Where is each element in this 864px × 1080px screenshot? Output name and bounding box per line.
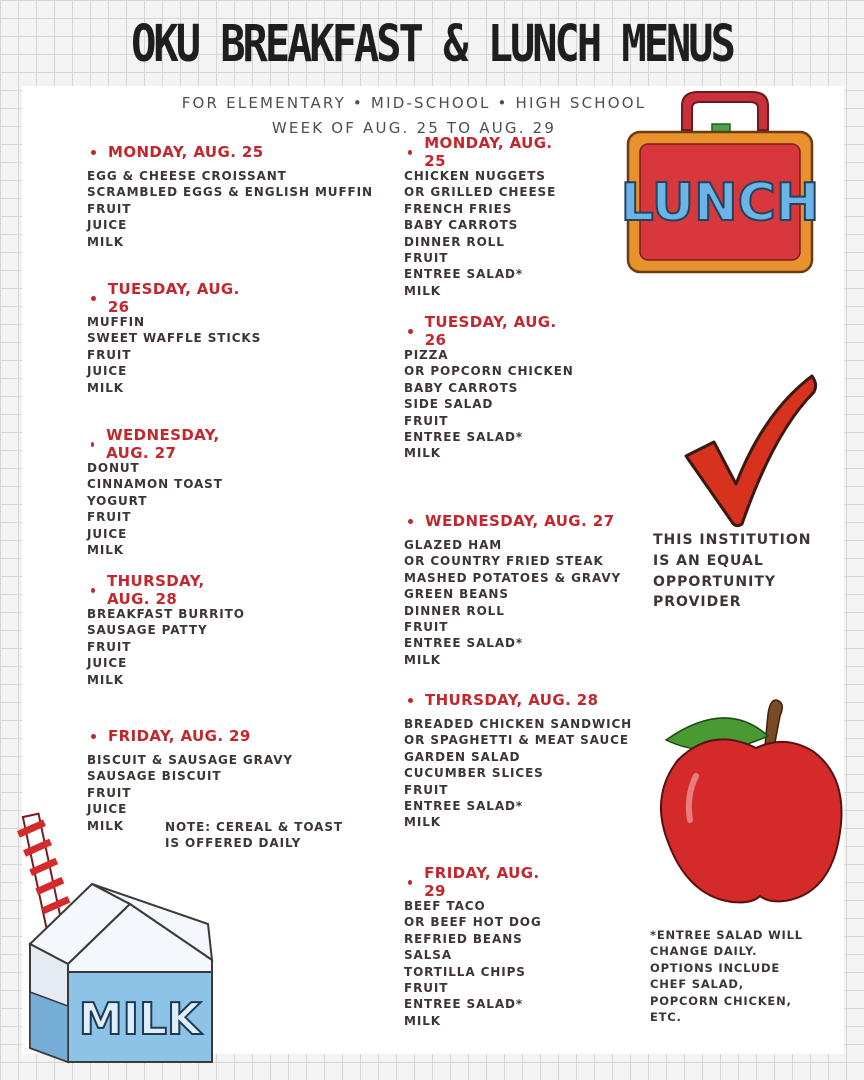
menu-item: CUCUMBER SLICES bbox=[404, 766, 544, 781]
menu-item: MILK bbox=[87, 380, 124, 395]
menu-item: CINNAMON TOAST bbox=[87, 477, 223, 492]
menu-item: MILK bbox=[404, 283, 441, 298]
milk-carton-icon bbox=[22, 812, 218, 1068]
menu-items bbox=[87, 168, 373, 250]
bullet-icon bbox=[408, 519, 413, 524]
menu-item: FRUIT bbox=[87, 639, 132, 654]
day-heading bbox=[404, 690, 632, 710]
menu-item: FRUIT bbox=[404, 782, 449, 797]
cereal-note: NOTE: CEREAL & TOAST IS OFFERED DAILY bbox=[165, 820, 343, 851]
menu-item: MILK bbox=[404, 1013, 441, 1028]
day-heading bbox=[87, 426, 223, 462]
lunch-day bbox=[404, 134, 557, 299]
menu-item: SALSA bbox=[404, 948, 453, 963]
bullet-icon bbox=[91, 150, 96, 155]
menu-item: JUICE bbox=[87, 526, 128, 541]
menu-item: OR BEEF HOT DOG bbox=[404, 915, 542, 930]
school-levels: FOR ELEMENTARY • MID-SCHOOL • HIGH SCHOOL bbox=[181, 94, 647, 112]
menu-items bbox=[87, 606, 245, 688]
bullet-icon bbox=[408, 880, 412, 885]
menu-item: MILK bbox=[87, 234, 124, 249]
menu-item: ENTREE SALAD* bbox=[404, 799, 524, 814]
lunch-day bbox=[404, 864, 542, 1029]
menu-item: BREADED CHICKEN SANDWICH bbox=[404, 717, 633, 731]
menu-item: BABY CARROTS bbox=[404, 218, 519, 233]
menu-item: FRUIT bbox=[404, 413, 449, 428]
menu-item: GLAZED HAM bbox=[404, 538, 503, 552]
day-label: WEDNESDAY, AUG. 27 bbox=[425, 512, 615, 530]
menu-item: BABY CARROTS bbox=[404, 380, 519, 395]
day-label: FRIDAY, AUG. 29 bbox=[108, 727, 251, 745]
day-label: TUESDAY, AUG. 26 bbox=[107, 280, 240, 316]
menu-item: OR GRILLED CHEESE bbox=[404, 185, 557, 200]
menu-item: FRUIT bbox=[87, 347, 132, 362]
menu-item: SCRAMBLED EGGS & ENGLISH MUFFIN bbox=[87, 185, 373, 200]
menu-item: JUICE bbox=[87, 802, 128, 817]
bullet-icon bbox=[91, 588, 95, 593]
menu-item: MASHED POTATOES & GRAVY bbox=[404, 570, 622, 585]
day-heading bbox=[404, 313, 574, 349]
menu-item: DINNER ROLL bbox=[404, 603, 505, 618]
menu-item: GREEN BEANS bbox=[404, 587, 509, 602]
day-label: FRIDAY, AUG. 29 bbox=[424, 864, 540, 900]
lunchbox-icon bbox=[620, 88, 820, 274]
menu-item: JUICE bbox=[87, 364, 128, 379]
checkmark-icon bbox=[684, 372, 820, 528]
day-heading bbox=[87, 142, 373, 162]
lunchbox-label: LUNCH bbox=[620, 173, 820, 233]
day-heading bbox=[404, 511, 621, 531]
menu-item: SIDE SALAD bbox=[404, 397, 494, 412]
menu-item: OR COUNTRY FRIED STEAK bbox=[404, 554, 604, 569]
day-heading bbox=[404, 864, 542, 900]
equal-opportunity-statement: THIS INSTITUTION IS AN EQUAL OPPORTUNITY PROVIDER bbox=[653, 532, 812, 611]
menu-items bbox=[87, 314, 261, 396]
menu-item: BREAKFAST BURRITO bbox=[87, 607, 245, 621]
menu-item: ENTREE SALAD* bbox=[404, 997, 524, 1012]
day-label: THURSDAY, AUG. 28 bbox=[106, 572, 205, 608]
menu-item: MILK bbox=[87, 818, 124, 833]
bullet-icon bbox=[408, 150, 412, 155]
menu-item: MUFFIN bbox=[87, 315, 145, 329]
menu-items bbox=[87, 460, 223, 558]
day-heading bbox=[87, 726, 293, 746]
bullet-icon bbox=[91, 442, 94, 447]
day-label: MONDAY, AUG. 25 bbox=[424, 134, 553, 170]
menu-item: EGG & CHEESE CROISSANT bbox=[87, 169, 287, 183]
menu-item: PIZZA bbox=[404, 348, 449, 362]
apple-icon bbox=[656, 696, 846, 906]
breakfast-day bbox=[87, 280, 262, 396]
breakfast-day bbox=[87, 426, 223, 558]
menu-item: FRUIT bbox=[87, 201, 132, 216]
menu-item: SAUSAGE BISCUIT bbox=[87, 769, 222, 784]
menu-item: TORTILLA CHIPS bbox=[404, 964, 526, 979]
menu-item: REFRIED BEANS bbox=[404, 931, 523, 946]
lunch-day bbox=[404, 313, 574, 462]
menu-item: JUICE bbox=[87, 218, 128, 233]
page-title: OKU BREAKFAST & LUNCH MENUS bbox=[131, 14, 733, 73]
menu-item: FRUIT bbox=[404, 981, 449, 996]
day-label: THURSDAY, AUG. 28 bbox=[425, 691, 599, 709]
bullet-icon bbox=[408, 698, 413, 703]
menu-item: CHICKEN NUGGETS bbox=[404, 169, 546, 183]
day-heading bbox=[87, 572, 245, 608]
menu-item: SAUSAGE PATTY bbox=[87, 623, 208, 638]
menu-item: MILK bbox=[404, 815, 441, 830]
menu-item: ENTREE SALAD* bbox=[404, 430, 524, 445]
entree-salad-note: *ENTREE SALAD WILL CHANGE DAILY. OPTIONS INCLUDE CHEF SALAD, POPCORN CHICKEN, ETC. bbox=[650, 928, 803, 1025]
bullet-icon bbox=[408, 329, 413, 334]
menu-item: OR SPAGHETTI & MEAT SAUCE bbox=[404, 733, 629, 748]
day-label: WEDNESDAY, AUG. 27 bbox=[106, 426, 220, 462]
menu-items bbox=[404, 168, 556, 299]
menu-item: BEEF TACO bbox=[404, 899, 486, 913]
menu-item: FRUIT bbox=[404, 251, 449, 266]
menu-item: FRENCH FRIES bbox=[404, 201, 513, 216]
menu-item: DINNER ROLL bbox=[404, 234, 505, 249]
day-heading bbox=[87, 280, 261, 316]
day-label: MONDAY, AUG. 25 bbox=[108, 143, 264, 161]
menu-items bbox=[404, 898, 542, 1029]
menu-item: SWEET WAFFLE STICKS bbox=[87, 331, 262, 346]
day-label: TUESDAY, AUG. 26 bbox=[424, 313, 557, 349]
day-heading bbox=[404, 134, 556, 170]
menu-item: YOGURT bbox=[87, 493, 148, 508]
menu-items bbox=[404, 347, 574, 462]
breakfast-day bbox=[87, 142, 373, 250]
lunch-day bbox=[404, 511, 621, 668]
week-range: WEEK OF AUG. 25 TO AUG. 29 bbox=[271, 119, 557, 137]
menu-items bbox=[404, 537, 621, 668]
menu-item: MILK bbox=[404, 652, 441, 667]
menu-item: MILK bbox=[87, 543, 124, 558]
menu-item: ENTREE SALAD* bbox=[404, 267, 524, 282]
bullet-icon bbox=[91, 296, 96, 301]
milk-carton-label: MILK bbox=[78, 994, 202, 1045]
lunch-day bbox=[404, 690, 632, 831]
menu-items bbox=[404, 716, 632, 831]
menu-item: DONUT bbox=[87, 461, 140, 475]
menu-item: FRUIT bbox=[404, 620, 449, 635]
menu-item: BISCUIT & SAUSAGE GRAVY bbox=[87, 753, 293, 767]
menu-item: OR POPCORN CHICKEN bbox=[404, 364, 574, 379]
menu-item: ENTREE SALAD* bbox=[404, 636, 524, 651]
menu-item: FRUIT bbox=[87, 510, 132, 525]
menu-item: GARDEN SALAD bbox=[404, 749, 521, 764]
breakfast-day bbox=[87, 572, 245, 688]
menu-item: MILK bbox=[87, 672, 124, 687]
bullet-icon bbox=[91, 734, 96, 739]
menu-item: FRUIT bbox=[87, 785, 132, 800]
menu-item: MILK bbox=[404, 446, 441, 461]
menu-item: JUICE bbox=[87, 656, 128, 671]
